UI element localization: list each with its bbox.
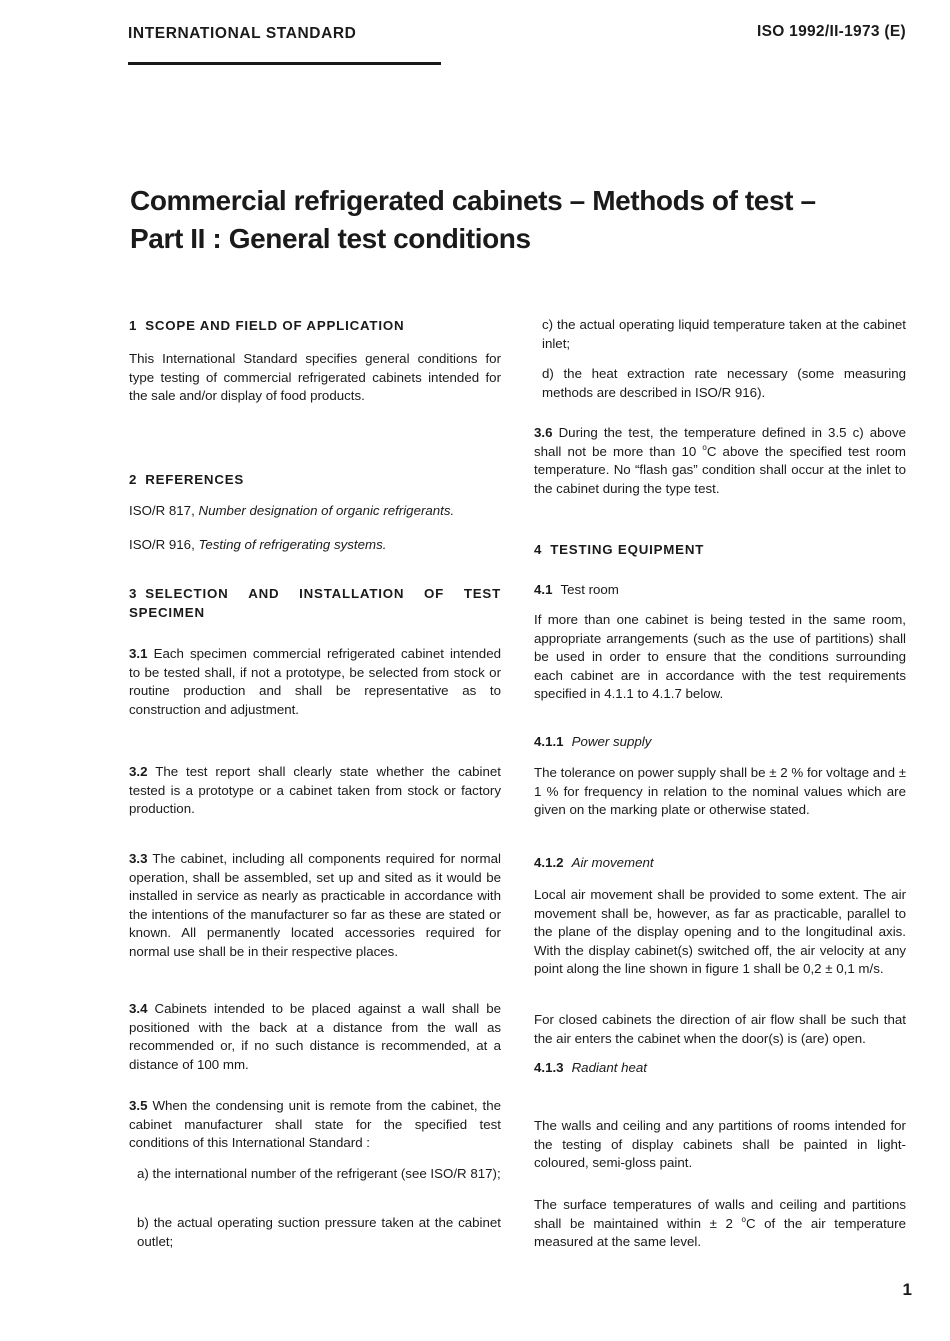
clause-text: C above the specified test room temperature. No “flash gas” condition shall occur at the inlet to the cabinet during the type test. bbox=[534, 443, 906, 496]
standard-number: ISO 1992/II-1973 (E) bbox=[756, 23, 906, 40]
subsection-number: 4.1 bbox=[534, 582, 553, 597]
subsection-number: 4.1.1 bbox=[534, 734, 564, 749]
reference-title: Number designation of organic refrigerants. bbox=[198, 503, 455, 518]
subsection-4-1-2-text-2: For closed cabinets the direction of air flow shall be such that the air enters the cabinet when the door(s) is (are) open. bbox=[534, 1012, 906, 1046]
subsection-4-1-heading bbox=[534, 581, 906, 600]
clause-3-2 bbox=[129, 763, 501, 819]
title-word: INSTALLATION bbox=[299, 586, 405, 601]
clause-text: During the test, the temperature defined in 3.5 c) above shall not be more than 10 bbox=[534, 425, 906, 459]
section-2-heading bbox=[129, 471, 501, 490]
reference-title: Testing of refrigerating systems. bbox=[198, 537, 387, 552]
title-line-1: Commercial refrigerated cabinets – Methods of test – bbox=[130, 185, 816, 216]
title-word: OF bbox=[424, 586, 445, 601]
subsection-4-1-2-text-1: Local air movement shall be provided to some extent. The air movement shall be, however, as far as practicable, parallel to the plane of the display opening and to the longitudinal axis. With the display cabinet(s) switched off, the air velocity at any point along the line shown in figure 1 shall be 0,2 ± 0,1 m/s. bbox=[534, 887, 906, 977]
reference-code: ISO/R 916, bbox=[129, 537, 195, 552]
section-title: SCOPE AND FIELD OF APPLICATION bbox=[145, 318, 405, 333]
section-title: TESTING EQUIPMENT bbox=[550, 542, 705, 557]
subsection-title: Power supply bbox=[571, 734, 652, 749]
clause-text: The test report shall clearly state whether the cabinet tested is a prototype or a cabinet taken from stock or factory production. bbox=[129, 764, 501, 817]
reference-iso-r-916 bbox=[129, 536, 501, 555]
clause-number: 3.3 bbox=[129, 851, 148, 866]
reference-code: ISO/R 817, bbox=[129, 503, 195, 518]
section-1-heading bbox=[129, 317, 501, 336]
section-title-line-1 bbox=[129, 585, 501, 604]
section-number: 4 bbox=[534, 542, 543, 557]
subsection-number: 4.1.2 bbox=[534, 855, 564, 870]
title-word: SELECTION bbox=[145, 586, 229, 601]
section-4-heading bbox=[534, 541, 906, 560]
section-title: REFERENCES bbox=[145, 472, 245, 487]
paragraph-text: The surface temperatures of walls and ceiling and partitions shall be maintained within ± 2 bbox=[534, 1197, 906, 1231]
subsection-4-1-3-text-2 bbox=[534, 1196, 906, 1252]
clause-number: 3.6 bbox=[534, 425, 553, 440]
list-item-b: b) the actual operating suction pressure taken at the cabinet outlet; bbox=[137, 1215, 501, 1249]
clause-3-6 bbox=[534, 424, 906, 498]
subsection-title: Radiant heat bbox=[571, 1060, 647, 1075]
clause-3-3 bbox=[129, 850, 501, 962]
title-line-2: Part II : General test conditions bbox=[130, 223, 531, 254]
subsection-title: Air movement bbox=[571, 855, 654, 870]
clause-3-4 bbox=[129, 1000, 501, 1074]
title-word: TEST bbox=[463, 586, 501, 601]
degree-symbol: o bbox=[741, 1214, 746, 1224]
clause-text: Cabinets intended to be placed against a wall shall be positioned with the back at a distance from the wall as recommended or, if no such distance is recommended, at a distance of 100 mm. bbox=[129, 1001, 501, 1072]
clause-text: The cabinet, including all components required for normal operation, shall be assembled, set up and sited as it would be installed in service as nearly as practicable in accordance with the intentions of the manufacturer so far as these are stated or known. All permanently located accessories required for normal use shall be in their respective places. bbox=[129, 851, 501, 959]
section-3-heading bbox=[129, 585, 501, 622]
document-type-label: INTERNATIONAL STANDARD bbox=[128, 25, 357, 42]
list-item-c: c) the actual operating liquid temperature taken at the cabinet inlet; bbox=[542, 317, 906, 351]
degree-symbol: o bbox=[702, 442, 707, 452]
paragraph-text: C of the air temperature measured at the same level. bbox=[534, 1215, 906, 1250]
subsection-4-1-1-text: The tolerance on power supply shall be ± 2 % for voltage and ± 1 % for frequency in relation to the nominal values which are given on the marking plate or otherwise stated. bbox=[534, 765, 906, 818]
clause-number: 3.5 bbox=[129, 1098, 148, 1113]
section-number: 1 bbox=[129, 318, 138, 333]
clause-3-5 bbox=[129, 1097, 501, 1153]
document-title bbox=[130, 182, 890, 258]
list-item-a: a) the international number of the refrigerant (see ISO/R 817); bbox=[137, 1166, 501, 1181]
clause-text: When the condensing unit is remote from the cabinet, the cabinet manufacturer shall state for the specified test conditions of this International Standard : bbox=[129, 1098, 502, 1151]
reference-iso-r-817 bbox=[129, 502, 501, 521]
list-item-d: d) the heat extraction rate necessary (some measuring methods are described in ISO/R 916). bbox=[542, 366, 906, 400]
title-word: AND bbox=[248, 586, 280, 601]
subsection-4-1-3-text-1: The walls and ceiling and any partitions of rooms intended for the testing of display cabinets shall be painted in light-coloured, semi-gloss paint. bbox=[534, 1118, 906, 1171]
clause-text: Each specimen commercial refrigerated cabinet intended to be tested shall, if not a prototype, be selected from stock or routine production and shall be representative as to construction and adjustment. bbox=[129, 646, 501, 717]
subsection-number: 4.1.3 bbox=[534, 1060, 564, 1075]
subsection-title: Test room bbox=[560, 582, 619, 597]
subsection-4-1-text: If more than one cabinet is being tested in the same room, appropriate arrangements (such as the use of partitions) shall be used in order to ensure that the conditions surrounding each cabinet are in accordance with the test requirements specified in 4.1.1 to 4.1.7 below. bbox=[534, 612, 906, 702]
clause-number: 3.4 bbox=[129, 1001, 148, 1016]
section-1-text: This International Standard specifies general conditions for type testing of commercial refrigerated cabinets intended for the sale and/or display of food products. bbox=[129, 351, 501, 404]
subsection-4-1-2-heading bbox=[534, 854, 906, 873]
section-number: 3 bbox=[129, 586, 138, 601]
header-rule bbox=[128, 62, 441, 65]
subsection-4-1-3-heading bbox=[534, 1059, 906, 1078]
section-title-line-2: SPECIMEN bbox=[129, 604, 205, 620]
clause-number: 3.2 bbox=[129, 764, 148, 779]
section-number: 2 bbox=[129, 472, 138, 487]
clause-3-1 bbox=[129, 645, 501, 719]
page-number: 1 bbox=[902, 1280, 912, 1299]
clause-number: 3.1 bbox=[129, 646, 148, 661]
subsection-4-1-1-heading bbox=[534, 733, 906, 752]
